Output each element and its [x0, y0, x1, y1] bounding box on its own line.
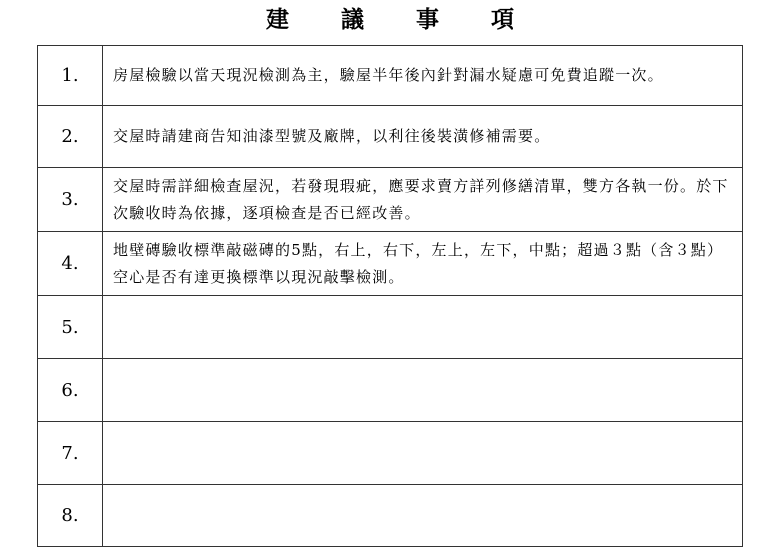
- row-content: 房屋檢驗以當天現況檢測為主，驗屋半年後內針對漏水疑慮可免費追蹤一次。: [103, 46, 743, 106]
- row-number: 8.: [38, 485, 103, 547]
- table-row: [38, 359, 743, 422]
- table-row: [38, 168, 743, 232]
- row-content: [103, 485, 743, 547]
- row-number: 6.: [38, 359, 103, 422]
- table-row: [38, 46, 743, 106]
- table-row: [38, 106, 743, 168]
- row-number: 4.: [38, 232, 103, 296]
- table-row: [38, 422, 743, 485]
- table-row: [38, 232, 743, 296]
- row-content: [103, 422, 743, 485]
- advice-table: [37, 45, 743, 547]
- row-content: [103, 359, 743, 422]
- table-row: [38, 296, 743, 359]
- row-content: 地壁磚驗收標準敲磁磚的5點，右上，右下，左上，左下，中點；超過３點（含３點）空心是否有達更換標準以現況敲擊檢測。: [103, 232, 743, 296]
- row-number: 2.: [38, 106, 103, 168]
- row-content: [103, 296, 743, 359]
- table-row: [38, 485, 743, 547]
- row-number: 3.: [38, 168, 103, 232]
- row-number: 1.: [38, 46, 103, 106]
- page-title: 建 議 事 項: [265, 7, 537, 33]
- row-number: 5.: [38, 296, 103, 359]
- row-content: 交屋時需詳細檢查屋況，若發現瑕疵，應要求賣方詳列修繕清單，雙方各執一份。於下次驗收時為依據，逐項檢查是否已經改善。: [103, 168, 743, 232]
- row-content: 交屋時請建商告知油漆型號及廠牌，以利往後裝潢修補需要。: [103, 106, 743, 168]
- row-number: 7.: [38, 422, 103, 485]
